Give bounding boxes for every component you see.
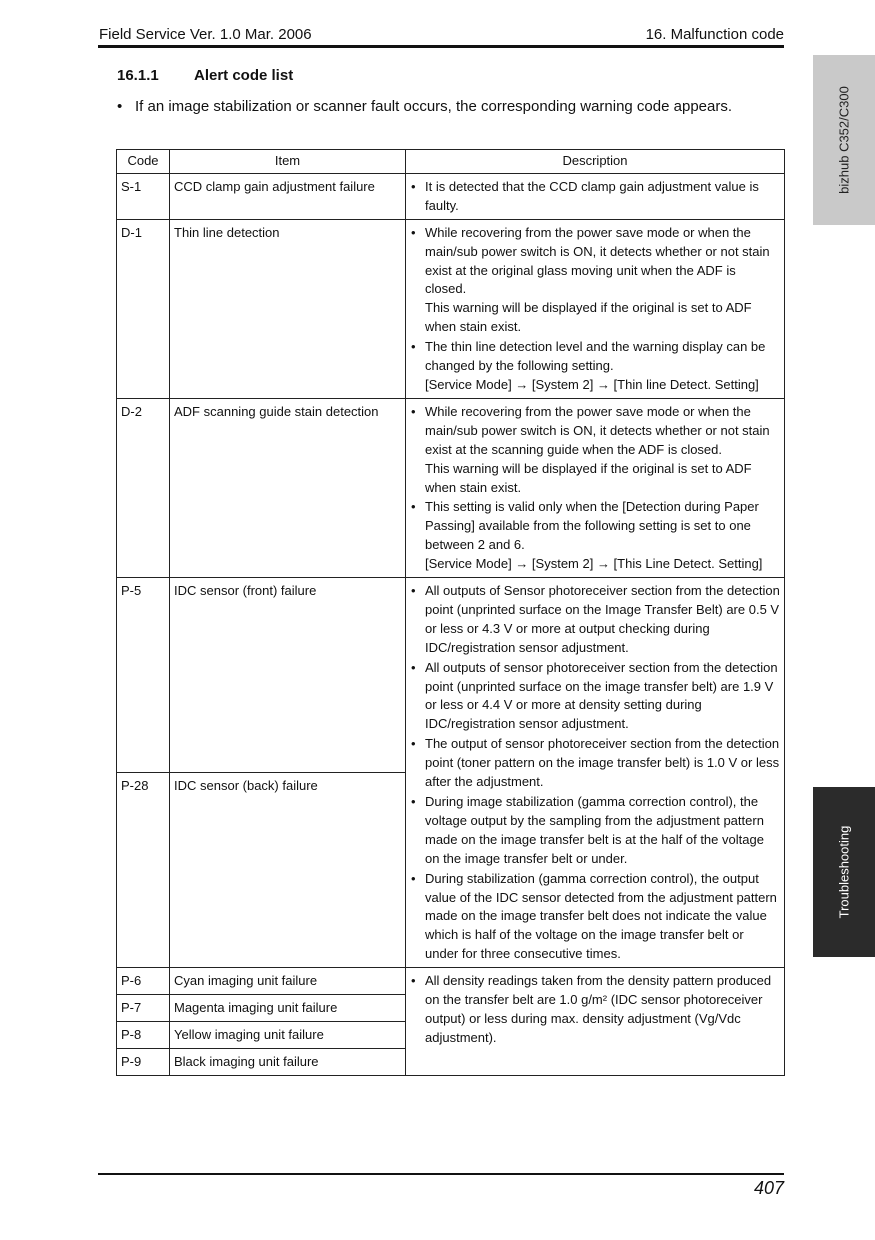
code-cell: D-2 xyxy=(117,398,170,577)
item-cell: Black imaging unit failure xyxy=(170,1048,406,1075)
header-rule xyxy=(98,45,784,48)
item-cell: Thin line detection xyxy=(170,219,406,398)
section-heading xyxy=(117,67,293,84)
description-bullet: • During stabilization (gamma correction control), the output value of the IDC sensor detected from the adjustment pattern made on the image transfer belt does not indicate the value which is half of the voltage on the image transfer belt or under for three consecutive times. xyxy=(410,869,780,965)
column-header-description: Description xyxy=(406,150,785,174)
column-header-code: Code xyxy=(117,150,170,174)
description-cell xyxy=(406,219,785,398)
alert-code-table xyxy=(116,149,785,1076)
code-cell: P-7 xyxy=(117,995,170,1022)
section-title: Alert code list xyxy=(194,67,294,84)
description-bullet: • It is detected that the CCD clamp gain adjustment value is faulty. xyxy=(410,177,780,216)
side-tab-product[interactable] xyxy=(813,55,875,225)
description-bullet: • All outputs of Sensor photoreceiver section from the detection point (unprinted surface on the Image Transfer Belt) are 0.5 V or less or 4.3 V or more at output checking during IDC/registration sensor adjustment. xyxy=(410,581,780,658)
code-cell: D-1 xyxy=(117,219,170,398)
side-tab-section-label: Troubleshooting xyxy=(836,825,852,919)
table-row xyxy=(117,968,785,995)
description-bullet: • This setting is valid only when the [Detection during Paper Passing] available from the following setting is set to one between 2 and 6. [Service Mode] → [System 2] → [This Line Detect. Setting] xyxy=(410,497,780,574)
page-number: 407 xyxy=(753,1178,784,1198)
table-row xyxy=(117,219,785,398)
item-cell: IDC sensor (back) failure xyxy=(170,773,406,968)
code-cell: P-5 xyxy=(117,578,170,773)
code-cell: P-28 xyxy=(117,773,170,968)
table-header-row xyxy=(117,150,785,174)
code-cell: P-8 xyxy=(117,1021,170,1048)
section-number: 16.1.1 xyxy=(117,67,159,84)
description-bullet: • The output of sensor photoreceiver section from the detection point (toner pattern on the image transfer belt) is 1.0 V or less after the adjustment. xyxy=(410,734,780,792)
intro-paragraph xyxy=(117,96,757,117)
item-cell: Yellow imaging unit failure xyxy=(170,1021,406,1048)
item-cell: ADF scanning guide stain detection xyxy=(170,398,406,577)
code-cell: S-1 xyxy=(117,173,170,219)
code-cell: P-9 xyxy=(117,1048,170,1075)
side-tab-product-label: bizhub C352/C300 xyxy=(836,86,852,194)
description-bullet: • All density readings taken from the density pattern produced on the transfer belt are 1.0 g/m² (IDC sensor photoreceiver output) or less during max. density adjustment (Vg/Vdc adjustment). xyxy=(410,971,780,1048)
description-cell xyxy=(406,398,785,577)
column-header-item: Item xyxy=(170,150,406,174)
description-cell xyxy=(406,968,785,1076)
code-cell: P-6 xyxy=(117,968,170,995)
item-cell: IDC sensor (front) failure xyxy=(170,578,406,773)
side-tab-section[interactable] xyxy=(813,787,875,957)
table-row xyxy=(117,173,785,219)
table-row xyxy=(117,578,785,773)
table-row xyxy=(117,398,785,577)
intro-text: If an image stabilization or scanner fault occurs, the corresponding warning code appears. xyxy=(135,98,733,115)
description-bullet: • While recovering from the power save mode or when the main/sub power switch is ON, it detects whether or not stain exist at the original glass moving unit when the ADF is closed. This warning will be displayed if the original is set to ADF when stain exist. xyxy=(410,223,780,337)
description-bullet: • During image stabilization (gamma correction control), the voltage output by the sampling from the adjustment pattern made on the image transfer belt is at the half of the voltage on the image transfer belt or under. xyxy=(410,792,780,869)
description-bullet: • While recovering from the power save mode or when the main/sub power switch is ON, it detects whether or not stain exist at the scanning guide when the ADF is closed. This warning will be displayed if the original is set to ADF when stain exist. xyxy=(410,402,780,498)
footer-rule xyxy=(98,1173,784,1175)
description-bullet: • The thin line detection level and the warning display can be changed by the following setting. [Service Mode] → [System 2] → [Thin line Detect. Setting] xyxy=(410,337,780,395)
item-cell: CCD clamp gain adjustment failure xyxy=(170,173,406,219)
item-cell: Magenta imaging unit failure xyxy=(170,995,406,1022)
header-chapter: 16. Malfunction code xyxy=(645,26,784,43)
description-cell xyxy=(406,578,785,968)
header-title: Field Service Ver. 1.0 Mar. 2006 xyxy=(99,26,312,43)
item-cell: Cyan imaging unit failure xyxy=(170,968,406,995)
bullet-icon: • xyxy=(117,98,123,115)
description-bullet: • All outputs of sensor photoreceiver section from the detection point (unprinted surface on the image transfer belt) are 1.9 V or less or 4.4 V or more at density setting during IDC/registration sensor adjustment. xyxy=(410,658,780,735)
description-cell xyxy=(406,173,785,219)
